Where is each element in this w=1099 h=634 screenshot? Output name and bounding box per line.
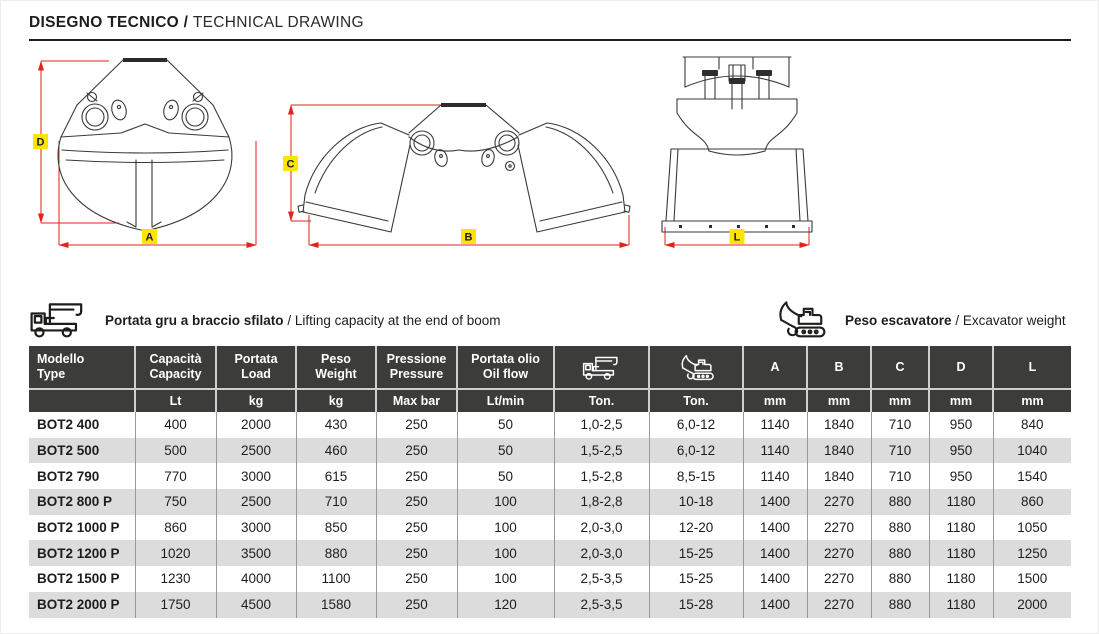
model-cell: BOT2 1500 P [29,566,135,592]
value-cell: 1580 [296,592,376,618]
technical-drawings [1,45,1099,295]
value-cell: 880 [871,592,929,618]
value-cell: 950 [929,438,993,464]
header-dim-L: L [993,346,1071,389]
value-cell: 4000 [216,566,296,592]
value-cell: 1250 [1017,545,1048,561]
value-cell: 880 [296,540,376,566]
title-divider [29,39,1071,41]
value-cell: 1180 [929,566,993,592]
value-cell: 250 [376,438,457,464]
value-cell: 840 [1020,417,1044,433]
value-cell: 2000 [216,412,296,438]
value-cell: 2500 [216,438,296,464]
header-capacity: Capacità Capacity [135,346,216,389]
model-cell: BOT2 790 [29,463,135,489]
value-cell: 1400 [743,566,807,592]
value-cell: 100 [457,566,554,592]
header-dim-B: B [807,346,871,389]
header-row [29,346,1071,389]
crane-truck-icon [29,299,89,341]
value-cell: 12-20 [649,515,743,541]
unit-cell: Ton. [649,389,743,412]
excavator-icon [675,354,717,382]
value-cell: 50 [457,438,554,464]
dim-label-L [730,229,745,244]
header-oil-flow: Portata olio Oil flow [457,346,554,389]
value-cell: 710 [871,412,929,438]
value-cell: 880 [871,489,929,515]
value-cell: 1100 [296,566,376,592]
unit-cell: Lt [135,389,216,412]
page-title-primary: DISEGNO TECNICO / [29,14,189,31]
table-row [29,489,1071,515]
unit-cell: mm [929,389,993,412]
value-cell: 15-28 [649,592,743,618]
unit-cell: Max bar [376,389,457,412]
value-cell: 880 [871,515,929,541]
table-row [29,515,1071,541]
value-cell: 3000 [216,463,296,489]
value-cell: 100 [457,540,554,566]
svg-text:C: C [286,158,295,171]
value-cell: 1140 [743,438,807,464]
drawing-bucket-front [653,53,821,258]
header-dim-A: A [743,346,807,389]
value-cell: 710 [871,463,929,489]
value-cell: 710 [871,438,929,464]
value-cell: 1,0-2,5 [554,412,649,438]
value-cell: 1020 [135,540,216,566]
value-cell: 860 [135,515,216,541]
value-cell: 950 [929,463,993,489]
svg-text:B: B [464,231,473,244]
spec-table [29,346,1071,618]
header-excavator-weight [649,346,743,389]
value-cell: 2270 [807,489,871,515]
value-cell: 250 [376,566,457,592]
dim-label-B [461,229,476,244]
table-body [29,412,1071,618]
value-cell: 850 [296,515,376,541]
value-cell: 50 [457,412,554,438]
model-cell: BOT2 800 P [29,489,135,515]
value-cell: 2270 [807,592,871,618]
model-cell: BOT2 400 [29,412,135,438]
value-cell: 1180 [929,540,993,566]
unit-cell: Ton. [554,389,649,412]
svg-text:L: L [733,231,741,244]
legend-excavator-weight-label: Peso escavatore / Excavator weight [845,312,1066,328]
value-cell: 3500 [216,540,296,566]
value-cell: 400 [135,412,216,438]
model-cell: BOT2 500 [29,438,135,464]
unit-cell: kg [216,389,296,412]
header-weight: Peso Weight [296,346,376,389]
value-cell: 710 [296,489,376,515]
excavator-icon [771,300,829,340]
dim-label-D [33,134,48,149]
value-cell: 1180 [929,515,993,541]
value-cell: 50 [457,463,554,489]
table-row [29,540,1071,566]
value-cell: 120 [457,592,554,618]
model-cell: BOT2 2000 P [29,592,135,618]
header-dim-D: D [929,346,993,389]
units-row [29,389,1071,412]
unit-cell: Lt/min [457,389,554,412]
value-cell: 1750 [135,592,216,618]
value-cell: 1400 [743,515,807,541]
value-cell: 10-18 [649,489,743,515]
legend-lifting-capacity [29,297,500,343]
value-cell: 2500 [216,489,296,515]
value-cell: 1400 [743,540,807,566]
value-cell: 430 [296,412,376,438]
value-cell: 1,5-2,8 [554,463,649,489]
value-cell: 250 [376,540,457,566]
model-cell: BOT2 1200 P [29,540,135,566]
value-cell: 100 [457,515,554,541]
svg-text:D: D [36,136,45,149]
value-cell: 880 [871,540,929,566]
dim-label-C [283,156,298,171]
value-cell: 250 [376,489,457,515]
value-cell: 1840 [807,463,871,489]
value-cell: 250 [376,515,457,541]
unit-cell: mm [807,389,871,412]
value-cell: 460 [296,438,376,464]
drawing-bucket-open [281,93,637,258]
value-cell: 2270 [807,540,871,566]
unit-cell: kg [296,389,376,412]
table-row [29,463,1071,489]
header-crane-capacity [554,346,649,389]
value-cell: 1400 [743,489,807,515]
value-cell: 2000 [1017,597,1048,613]
value-cell: 1540 [1017,468,1048,484]
unit-cell: mm [993,389,1071,412]
value-cell: 880 [871,566,929,592]
value-cell: 1230 [135,566,216,592]
value-cell: 250 [376,412,457,438]
value-cell: 15-25 [649,566,743,592]
unit-cell: mm [871,389,929,412]
value-cell: 750 [135,489,216,515]
value-cell: 1040 [1017,443,1048,459]
value-cell: 1840 [807,438,871,464]
table-row [29,592,1071,618]
legend-excavator-weight [771,297,1066,343]
value-cell: 770 [135,463,216,489]
table-row [29,438,1071,464]
table-row [29,566,1071,592]
value-cell: 8,5-15 [649,463,743,489]
value-cell: 1,8-2,8 [554,489,649,515]
svg-text:A: A [145,231,154,244]
crane-truck-icon [580,354,624,382]
model-cell: BOT2 1000 P [29,515,135,541]
value-cell: 6,0-12 [649,438,743,464]
value-cell: 6,0-12 [649,412,743,438]
unit-cell [29,389,135,412]
drawing-bucket-closed [31,53,263,258]
page-title [29,14,364,32]
table-row [29,412,1071,438]
value-cell: 1,5-2,5 [554,438,649,464]
value-cell: 100 [457,489,554,515]
unit-cell: mm [743,389,807,412]
value-cell: 1140 [743,412,807,438]
value-cell: 1050 [1017,520,1048,536]
header-model: Modello Type [29,346,135,389]
dim-label-A [142,229,157,244]
value-cell: 15-25 [649,540,743,566]
value-cell: 2,5-3,5 [554,592,649,618]
value-cell: 2,0-3,0 [554,540,649,566]
header-pressure: Pressione Pressure [376,346,457,389]
value-cell: 4500 [216,592,296,618]
value-cell: 1500 [1017,571,1048,587]
value-cell: 1180 [929,592,993,618]
legend-lifting-capacity-label: Portata gru a braccio sfilato / Lifting capacity at the end of boom [105,312,501,328]
value-cell: 3000 [216,515,296,541]
value-cell: 860 [1020,494,1044,510]
header-dim-C: C [871,346,929,389]
value-cell: 1180 [929,489,993,515]
value-cell: 500 [135,438,216,464]
value-cell: 1400 [743,592,807,618]
value-cell: 1840 [807,412,871,438]
value-cell: 950 [929,412,993,438]
value-cell: 615 [296,463,376,489]
value-cell: 2,5-3,5 [554,566,649,592]
value-cell: 1140 [743,463,807,489]
page-title-secondary: TECHNICAL DRAWING [192,14,364,31]
value-cell: 2270 [807,515,871,541]
value-cell: 2,0-3,0 [554,515,649,541]
value-cell: 2270 [807,566,871,592]
value-cell: 250 [376,592,457,618]
value-cell: 250 [376,463,457,489]
header-load: Portata Load [216,346,296,389]
